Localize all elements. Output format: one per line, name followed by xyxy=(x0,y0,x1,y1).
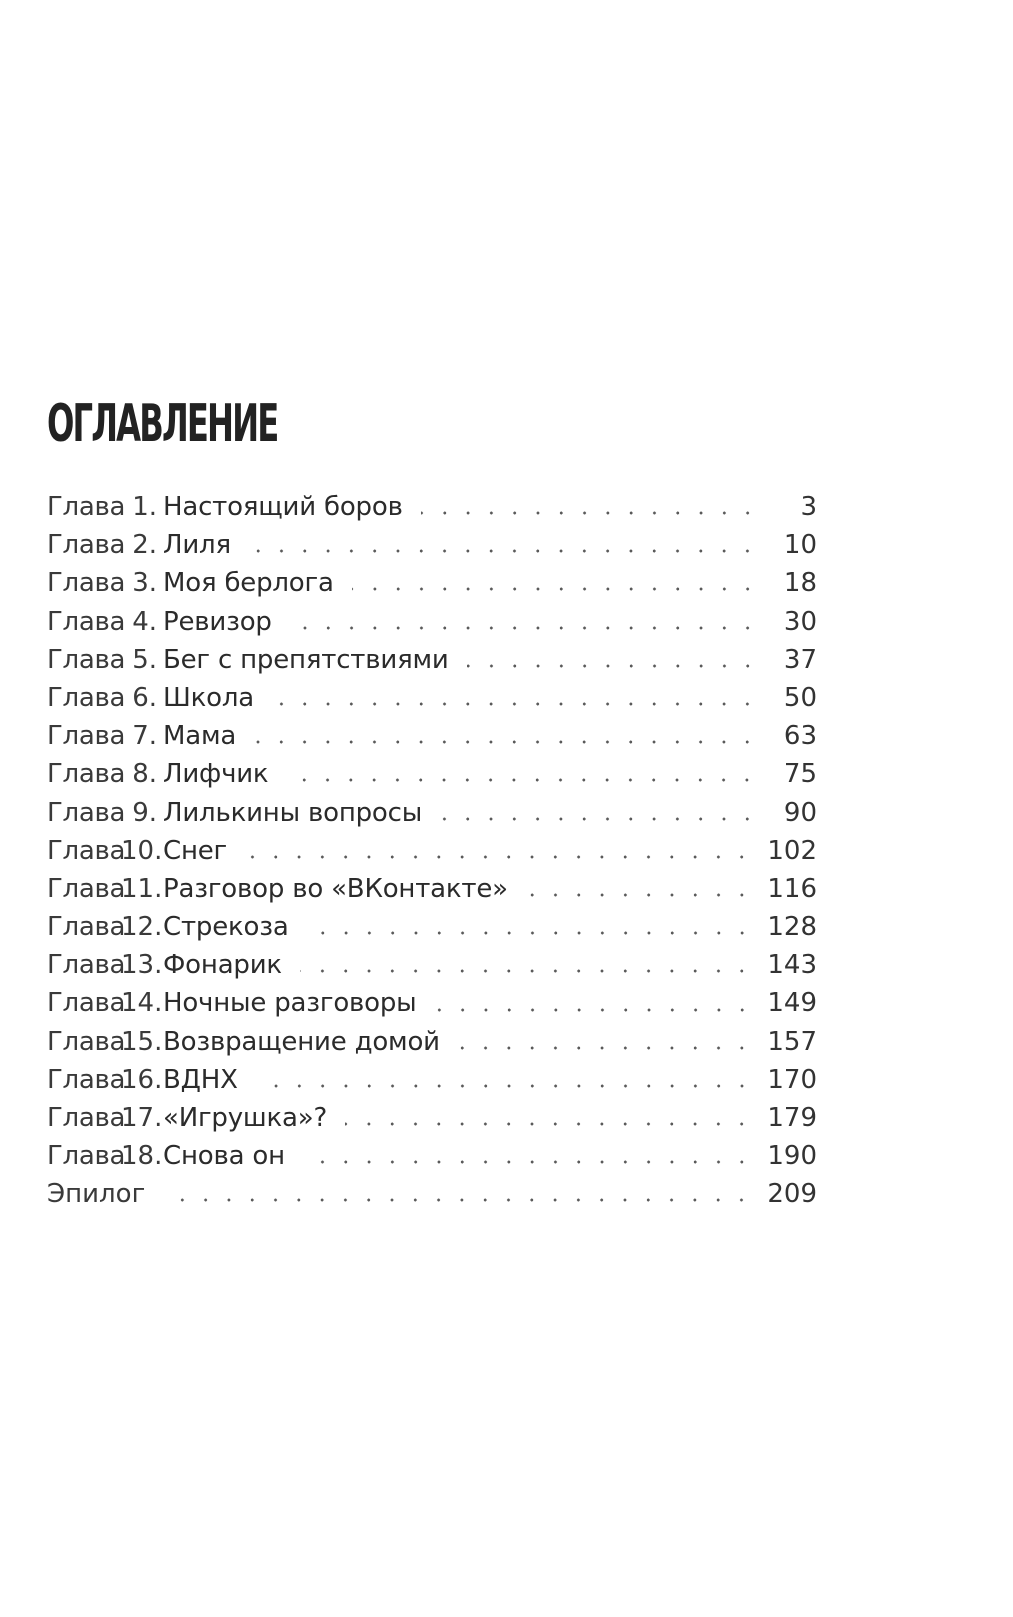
dot-leader xyxy=(300,966,753,976)
chapter-number: 16. xyxy=(121,1064,163,1095)
dot-leader xyxy=(307,928,754,938)
page-number: 102 xyxy=(767,835,817,866)
page-number: 10 xyxy=(783,530,817,561)
chapter-number: 6. xyxy=(132,682,157,713)
chapter-label: Глава xyxy=(47,912,126,943)
chapter-label: Глава xyxy=(47,1026,126,1057)
chapter-number: 17. xyxy=(121,1103,163,1133)
toc-entry xyxy=(47,717,817,755)
chapter-number: 13. xyxy=(121,950,163,981)
chapter-label: Глава xyxy=(47,1103,126,1133)
chapter-number: 2. xyxy=(132,530,157,561)
dot-leader xyxy=(467,661,759,671)
chapter-title: Мама xyxy=(163,721,237,752)
chapter-label: Глава xyxy=(47,568,126,599)
page-number: 128 xyxy=(767,912,817,943)
toc-entry xyxy=(47,641,817,679)
dot-leader xyxy=(272,699,759,709)
dot-leader xyxy=(249,546,759,556)
toc-entry xyxy=(47,1099,817,1137)
chapter-title: Снег xyxy=(163,835,228,866)
chapter-label: Глава xyxy=(47,492,126,522)
chapter-label: Глава xyxy=(47,530,126,561)
chapter-title: Ночные разговоры xyxy=(163,988,417,1019)
page-number: 157 xyxy=(767,1026,817,1057)
chapter-number: 4. xyxy=(132,606,157,637)
page-number: 149 xyxy=(767,988,817,1019)
toc-entry xyxy=(47,679,817,717)
chapter-number: 18. xyxy=(121,1141,163,1172)
chapter-title: ВДНХ xyxy=(163,1064,238,1095)
chapter-title: Бег с препятствиями xyxy=(163,644,449,675)
dot-leader xyxy=(345,1119,753,1129)
chapter-title: Настоящий боров xyxy=(163,492,403,522)
chapter-number: 8. xyxy=(132,759,157,790)
toc-entry xyxy=(47,908,817,946)
toc-entry xyxy=(47,603,817,641)
chapter-title: Ревизор xyxy=(163,606,272,637)
page-number: 63 xyxy=(783,721,817,752)
page-number: 190 xyxy=(767,1141,817,1172)
dot-leader xyxy=(254,737,759,747)
dot-leader xyxy=(245,852,753,862)
toc-heading: ОГЛАВЛЕНИЕ xyxy=(47,394,278,454)
chapter-title: Возвращение домой xyxy=(163,1026,440,1057)
page-number: 116 xyxy=(767,873,817,904)
chapter-number: 14. xyxy=(121,988,163,1019)
toc-entry xyxy=(47,946,817,984)
dot-leader xyxy=(435,1005,754,1015)
chapter-number: 1. xyxy=(132,492,157,522)
chapter-label: Глава xyxy=(47,950,126,981)
chapter-number: 7. xyxy=(132,721,157,752)
page-number: 75 xyxy=(783,759,817,790)
chapter-label: Глава xyxy=(47,835,126,866)
page-number: 30 xyxy=(783,606,817,637)
chapter-label: Глава xyxy=(47,797,126,828)
toc-entry xyxy=(47,984,817,1022)
toc-entry-epilogue xyxy=(47,1175,817,1213)
chapter-number: 15. xyxy=(121,1026,163,1057)
dot-leader xyxy=(163,1195,753,1205)
toc-entry xyxy=(47,1023,817,1061)
page-number: 3 xyxy=(800,492,817,522)
chapter-number: 12. xyxy=(121,912,163,943)
chapter-label: Глава xyxy=(47,606,126,637)
toc-entry xyxy=(47,832,817,870)
chapter-number: 3. xyxy=(132,568,157,599)
page-number: 50 xyxy=(783,682,817,713)
page-number: 37 xyxy=(783,644,817,675)
dot-leader xyxy=(421,508,759,518)
chapter-title: Моя берлога xyxy=(163,568,334,599)
chapter-title: «Игрушка»? xyxy=(163,1103,328,1133)
chapter-label: Глава xyxy=(47,644,126,675)
chapter-title: Снова он xyxy=(163,1141,285,1172)
chapter-label: Глава xyxy=(47,759,126,790)
page-number: 143 xyxy=(767,950,817,981)
toc-entry xyxy=(47,794,817,832)
chapter-label: Глава xyxy=(47,1141,126,1172)
dot-leader xyxy=(352,584,759,594)
dot-leader xyxy=(440,814,759,824)
chapter-title: Лилькины вопросы xyxy=(163,797,423,828)
chapter-label: Глава xyxy=(47,682,126,713)
chapter-number: 10. xyxy=(121,835,163,866)
chapter-title: Стрекоза xyxy=(163,912,289,943)
chapter-label: Глава xyxy=(47,873,126,904)
chapter-title: Лиля xyxy=(163,530,231,561)
page-number: 209 xyxy=(767,1179,817,1210)
toc-list xyxy=(47,488,817,1214)
toc-entry xyxy=(47,564,817,602)
chapter-number: 5. xyxy=(132,644,157,675)
page-number: 90 xyxy=(783,797,817,828)
dot-leader xyxy=(526,890,754,900)
page-number: 170 xyxy=(767,1064,817,1095)
chapter-title: Разговор во «ВКонтакте» xyxy=(163,873,508,904)
chapter-label: Глава xyxy=(47,1064,126,1095)
dot-leader xyxy=(256,1081,754,1091)
chapter-title: Школа xyxy=(163,682,254,713)
chapter-label: Глава xyxy=(47,721,126,752)
chapter-title: Фонарик xyxy=(163,950,282,981)
epilogue-title: Эпилог xyxy=(47,1179,146,1210)
toc-entry xyxy=(47,1137,817,1175)
toc-entry xyxy=(47,870,817,908)
toc-entry xyxy=(47,488,817,526)
dot-leader xyxy=(290,623,759,633)
page-number: 18 xyxy=(783,568,817,599)
dot-leader xyxy=(458,1043,753,1053)
chapter-label: Глава xyxy=(47,988,126,1019)
toc-entry xyxy=(47,526,817,564)
dot-leader xyxy=(303,1157,753,1167)
chapter-number: 9. xyxy=(132,797,157,828)
dot-leader xyxy=(286,775,759,785)
toc-entry xyxy=(47,1061,817,1099)
toc-entry xyxy=(47,755,817,793)
chapter-title: Лифчик xyxy=(163,759,269,790)
chapter-number: 11. xyxy=(121,873,163,904)
page-number: 179 xyxy=(767,1103,817,1133)
